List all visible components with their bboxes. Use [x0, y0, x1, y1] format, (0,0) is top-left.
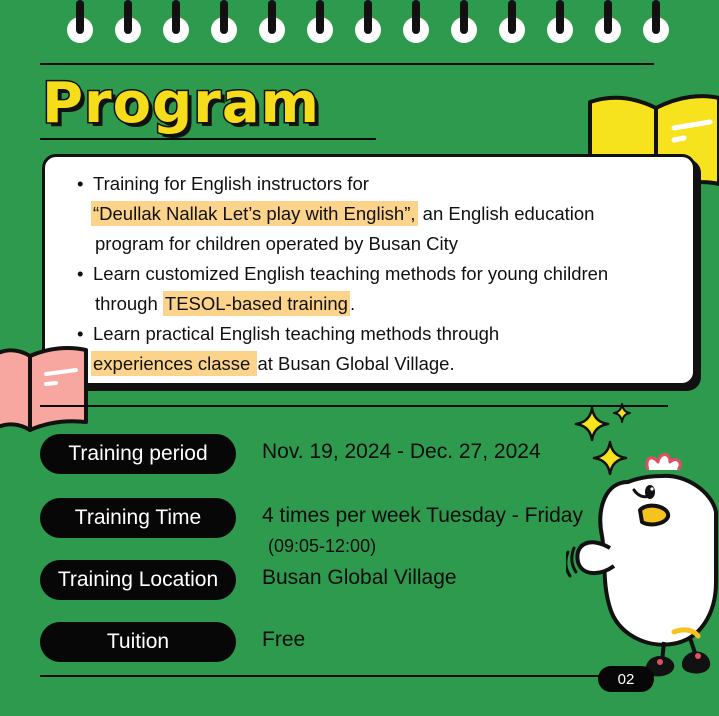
- description-bullet-3-cont: experiences classe at Busan Global Village.: [93, 353, 455, 374]
- description-bullet-2: • Learn customized English teaching methods for young children: [77, 259, 697, 289]
- label-training-location: Training Location: [40, 560, 236, 600]
- value-training-time: 4 times per week Tuesday - Friday: [262, 504, 583, 527]
- description-text: [77, 169, 697, 379]
- bullet-dot: •: [77, 323, 84, 344]
- binding-ring: [172, 0, 180, 34]
- highlight-program-name: “Deullak Nallak Let’s play with English”,: [93, 203, 416, 224]
- binding-ring: [604, 0, 612, 34]
- binding-ring: [316, 0, 324, 34]
- bullet-dot: •: [77, 173, 84, 194]
- value-training-period: Nov. 19, 2024 - Dec. 27, 2024: [262, 440, 541, 463]
- binding-ring: [124, 0, 132, 34]
- description-bullet-1-cont2: program for children operated by Busan City: [95, 233, 458, 254]
- highlight-tesol: TESOL-based training: [164, 293, 348, 314]
- title-underline: [40, 138, 376, 140]
- description-bullet-1-cont: “Deullak Nallak Let’s play with English”, an English education: [93, 203, 595, 224]
- binding-ring: [556, 0, 564, 34]
- value-training-location: Busan Global Village: [262, 566, 457, 589]
- binding-ring: [508, 0, 516, 34]
- label-training-period: Training period: [40, 434, 236, 474]
- binding-ring: [412, 0, 420, 34]
- top-divider: [40, 63, 654, 65]
- binding-ring: [364, 0, 372, 34]
- spiral-binding-rings-icon: [0, 0, 719, 50]
- value-tuition: Free: [262, 628, 306, 651]
- description-bullet-1: • Training for English instructors for: [77, 169, 697, 199]
- description-bullet-3: • Learn practical English teaching methods through: [77, 319, 697, 349]
- label-tuition: Tuition: [40, 622, 236, 662]
- value-training-hours: (09:05-12:00): [268, 536, 377, 556]
- binding-ring: [460, 0, 468, 34]
- description-bullet-2-cont: through TESOL-based training .: [95, 293, 356, 314]
- program-description-card: [42, 154, 696, 386]
- binding-ring: [220, 0, 228, 34]
- open-book-icon: [0, 342, 92, 434]
- duck-mascot-icon: [566, 452, 719, 688]
- bottom-divider: [40, 675, 600, 677]
- binding-ring: [268, 0, 276, 34]
- binding-ring: [652, 0, 660, 34]
- label-training-time: Training Time: [40, 498, 236, 538]
- highlight-experiences: experiences classe: [93, 353, 256, 374]
- binding-ring: [76, 0, 84, 34]
- page-title: Program: [42, 71, 320, 136]
- page-number: 02: [598, 666, 654, 692]
- bullet-dot: •: [77, 263, 84, 284]
